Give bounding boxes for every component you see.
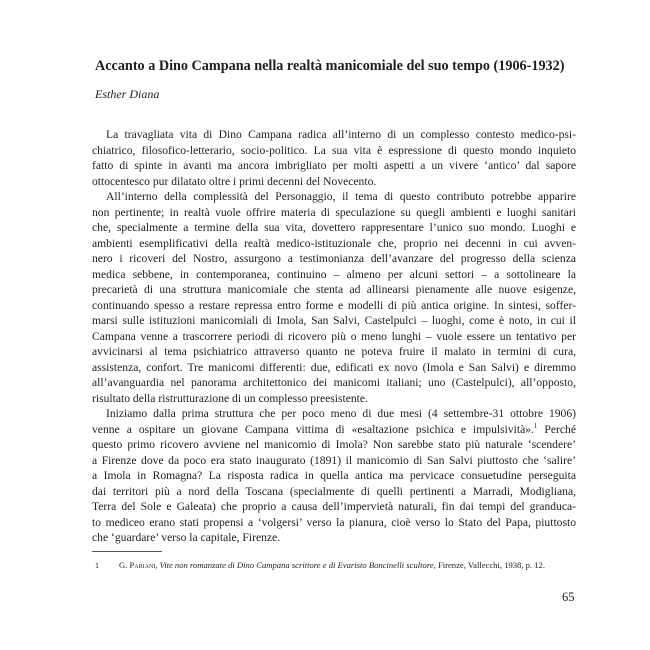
body-line: to mediceo erano stati propensi a ‘volgersi’ verso la pianura, cioè verso lo Stato del Papa, piuttosto	[92, 515, 576, 529]
footnote-number: 1	[95, 561, 99, 570]
body-line: non pertinente; in realtà vuole offrire materia di speculazione su quegli ambienti e luoghi sanitari	[92, 205, 576, 219]
body-line: Campana venne a trascorrere periodi di ricovero più o meno lunghi – vuole essere un tentativo per	[92, 329, 576, 343]
body-line: medica sebbene, in contemporanea, continuino – almeno per alcuni settori – a sottolineare la	[92, 267, 576, 281]
article-title: Accanto a Dino Campana nella realtà manicomiale del suo tempo (1906-1932)	[95, 58, 565, 74]
body-line: All’interno della complessità del Personaggio, il tema di questo contributo potrebbe apparire	[106, 190, 576, 203]
body-line: a Imola in Romagna? La risposta radica in quella antica ma pervicace consuetudine perseguita	[92, 469, 576, 482]
body-line: chiatrico, filosofico-letterario, socio-politico. La sua vita è espressione di questo mondo inquieto	[92, 143, 576, 157]
body-line: che ‘guardare’ verso la capitale, Firenze.	[92, 531, 281, 544]
footnote-title: Vite non romanzate di Dino Campana scrittore e di Evaristo Boncinelli scultore	[159, 560, 434, 570]
body-line-text: venne a ospitare un giovane Campana vittima di «esaltazione psichica e impulsività».	[92, 422, 534, 436]
body-line: questo primo ricovero avviene nel manicomio di Imola? Non sarebbe stato più naturale ‘scendere’	[92, 438, 576, 451]
footnote-author: G. Pariani	[119, 560, 156, 570]
body-line: marsi sulle istituzioni manicomiali di Imola, San Salvi, Castelpulci – luoghi, come è noto, in cui il	[92, 314, 576, 327]
body-line: nero i ricoveri del Nostro, assurgono a testimonianza dell’avanzare del progresso della scienza	[92, 252, 576, 265]
body-line: continuando spesso a restare repressa entro forme e modelli di più antica origine. In sintesi, soffer-	[92, 298, 576, 312]
footnote-divider	[92, 551, 162, 552]
body-line: Terra del Sole e Galeata) che proprio a causa dell’impervietà naturali, fin dai tempi del granduca-	[92, 500, 576, 513]
body-line: fatto di spinte in avanti ma ancora imbrigliato per molti aspetti a un vivere ‘antico’ dal sapore	[92, 159, 576, 172]
body-line: ottocentesco pur dilatato oltre i primi decenni del Novecento.	[92, 174, 377, 188]
footnote-reference: 1	[533, 421, 538, 430]
body-line: La travagliata vita di Dino Campana radica all’interno di un complesso contesto medico-psi-	[106, 128, 576, 141]
page-number: 65	[562, 590, 575, 604]
footnote: 1 G. Pariani, Vite non romanzate di Dino Campana scrittore e di Evaristo Boncinelli scultore, Firenze, Vallecchi, 1938, p. 12.	[92, 560, 582, 570]
body-line: Iniziamo dalla prima struttura che per poco meno di due mesi (4 settembre-31 ottobre 1906)	[106, 407, 576, 420]
footnote-publication: , Firenze, Vallecchi, 1938, p. 12.	[433, 560, 545, 570]
body-line: risultato della ristrutturazione di un complesso preesistente.	[92, 391, 368, 405]
body-line: assistenza, confort. Tre manicomi differenti: due, edificati ex novo (Imola e San Salvi) e diremmo	[92, 360, 576, 374]
body-line: precarietà di una struttura manicomiale che stenta ad allinearsi pienamente alle nuove esigenze,	[92, 283, 576, 296]
article-body	[92, 127, 576, 546]
body-line: dai territori più a nord della Toscana (specialmente di quelli pertinenti a Marradi, Modigliana,	[92, 484, 576, 498]
body-line: a Firenze dove da poco era stato inaugurato (1891) il manicomio di San Salvi piuttosto che ‘salire’	[92, 453, 576, 467]
body-line: che, specialmente a termine della sua vita, dovettero rappresentare l’unico suo mondo. Luoghi e	[92, 221, 576, 234]
body-line: ambienti esemplificativi della realtà medico-istituzionale che, proprio nei decenni in cui avven-	[92, 236, 576, 250]
body-line: avvicinarsi al tema psichiatrico attraverso quanto ne poteva fruire il malato in termini di cura,	[92, 345, 576, 358]
body-line	[92, 422, 576, 438]
article-author: Esther Diana	[95, 87, 160, 101]
body-line: all’avanguardia nel panorama architettonico dei manicomi italiani; uno (Castelpulci), all’opposto,	[92, 376, 576, 389]
body-line-tail: Perché	[537, 422, 576, 436]
